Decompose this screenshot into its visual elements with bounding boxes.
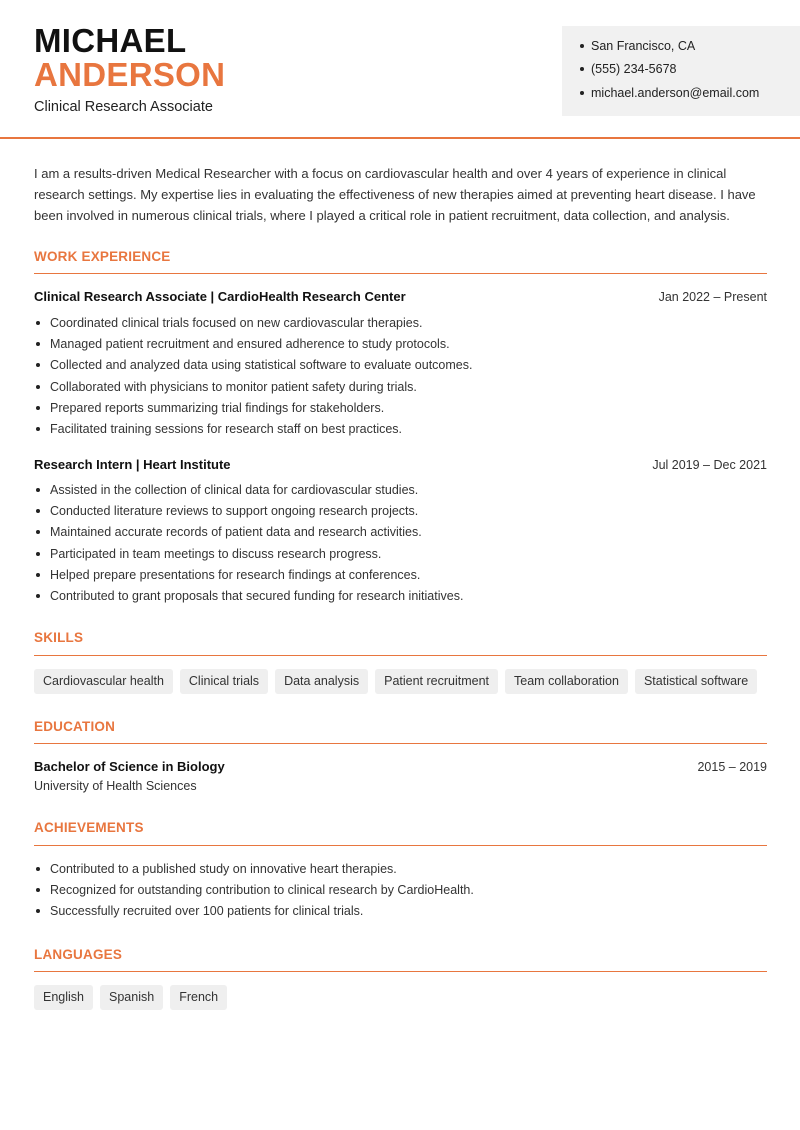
bullet-text: Participated in team meetings to discuss research progress. <box>50 546 382 561</box>
bullet-text: Facilitated training sessions for research staff on best practices. <box>50 422 403 437</box>
bullet-icon <box>36 888 40 892</box>
skills-tags <box>34 669 757 694</box>
contact-box <box>562 26 800 116</box>
skill-tag: Patient recruitment <box>375 669 498 694</box>
job-bullets <box>34 312 472 440</box>
bullet-icon <box>36 488 40 492</box>
language-tag: English <box>34 985 93 1010</box>
bullet-icon <box>36 406 40 410</box>
contact-email <box>580 86 759 100</box>
bullet-text: Coordinated clinical trials focused on new cardiovascular therapies. <box>50 315 423 330</box>
list-item <box>34 858 474 879</box>
list-item <box>34 312 472 333</box>
bullet-icon <box>36 909 40 913</box>
list-item <box>34 564 463 585</box>
bullet-icon <box>36 427 40 431</box>
skill-tag: Clinical trials <box>180 669 268 694</box>
bullet-icon <box>36 342 40 346</box>
job-bullets <box>34 479 463 607</box>
work-experience-heading: WORK EXPERIENCE <box>34 249 171 264</box>
bullet-icon <box>36 594 40 598</box>
degree-text: Bachelor of Science in Biology <box>34 759 225 774</box>
first-name: MICHAEL <box>34 22 187 59</box>
last-name: ANDERSON <box>34 56 226 93</box>
resume-header <box>0 0 800 139</box>
bullet-icon <box>36 385 40 389</box>
education-dates: 2015 – 2019 <box>697 760 767 774</box>
job-title-text: Research Intern | Heart Institute <box>34 457 231 472</box>
bullet-icon <box>36 552 40 556</box>
bullet-text: Maintained accurate records of patient data and research activities. <box>50 525 422 540</box>
section-divider <box>34 655 767 656</box>
list-item <box>34 418 472 439</box>
phone-text: (555) 234-5678 <box>591 62 677 76</box>
language-tag: French <box>170 985 227 1010</box>
bullet-text: Collaborated with physicians to monitor patient safety during trials. <box>50 379 417 394</box>
achievements-list <box>34 858 474 922</box>
education-heading: EDUCATION <box>34 719 116 734</box>
education-header <box>34 759 767 774</box>
job-dates: Jan 2022 – Present <box>658 290 767 304</box>
languages-heading: LANGUAGES <box>34 947 123 962</box>
list-item <box>34 376 472 397</box>
bullet-text: Recognized for outstanding contribution to clinical research by CardioHealth. <box>50 882 474 897</box>
bullet-icon <box>580 44 584 48</box>
skill-tag: Data analysis <box>275 669 368 694</box>
list-item <box>34 479 463 500</box>
bullet-icon <box>36 530 40 534</box>
list-item <box>34 333 472 354</box>
contact-location <box>580 39 695 53</box>
job-header <box>34 289 767 304</box>
achievements-heading: ACHIEVEMENTS <box>34 820 144 835</box>
bullet-text: Contributed to a published study on innovative heart therapies. <box>50 861 397 876</box>
job-header <box>34 457 767 472</box>
bullet-text: Collected and analyzed data using statistical software to evaluate outcomes. <box>50 358 473 373</box>
bullet-icon <box>36 363 40 367</box>
bullet-icon <box>580 91 584 95</box>
skill-tag: Statistical software <box>635 669 757 694</box>
skill-tag: Cardiovascular health <box>34 669 173 694</box>
list-item <box>34 397 472 418</box>
job-title-text: Clinical Research Associate | CardioHealth Research Center <box>34 289 406 304</box>
skill-tag: Team collaboration <box>505 669 628 694</box>
bullet-icon <box>36 867 40 871</box>
bullet-text: Conducted literature reviews to support ongoing research projects. <box>50 503 419 518</box>
list-item <box>34 543 463 564</box>
bullet-icon <box>36 509 40 513</box>
bullet-text: Assisted in the collection of clinical data for cardiovascular studies. <box>50 482 419 497</box>
section-divider <box>34 971 767 972</box>
bullet-text: Managed patient recruitment and ensured adherence to study protocols. <box>50 336 450 351</box>
list-item <box>34 585 463 606</box>
summary-paragraph: I am a results-driven Medical Researcher with a focus on cardiovascular health and over 4 years of experience in clinical research settings. My expertise lies in evaluating the effectiveness of new therapies aimed at preventing heart disease. I have been involved in numerous clinical trials, where I played a critical role in patient recruitment, data collection, and analysis. <box>34 166 756 223</box>
bullet-icon <box>36 573 40 577</box>
list-item <box>34 500 463 521</box>
job-title: Clinical Research Associate <box>34 99 213 115</box>
skills-heading: SKILLS <box>34 630 84 645</box>
location-text: San Francisco, CA <box>591 39 696 53</box>
school-name: University of Health Sciences <box>34 779 197 793</box>
languages-tags <box>34 985 227 1010</box>
bullet-text: Successfully recruited over 100 patients for clinical trials. <box>50 904 364 919</box>
section-divider <box>34 743 767 744</box>
email-text: michael.anderson@email.com <box>591 86 760 100</box>
job-dates: Jul 2019 – Dec 2021 <box>652 458 767 472</box>
bullet-text: Helped prepare presentations for research findings at conferences. <box>50 567 421 582</box>
section-divider <box>34 273 767 274</box>
bullet-text: Contributed to grant proposals that secured funding for research initiatives. <box>50 589 464 604</box>
bullet-text: Prepared reports summarizing trial findings for stakeholders. <box>50 400 385 415</box>
bullet-icon <box>36 321 40 325</box>
bullet-icon <box>580 67 584 71</box>
list-item <box>34 879 474 900</box>
list-item <box>34 901 474 922</box>
list-item <box>34 522 463 543</box>
list-item <box>34 355 472 376</box>
language-tag: Spanish <box>100 985 163 1010</box>
section-divider <box>34 845 767 846</box>
contact-phone <box>580 62 676 76</box>
